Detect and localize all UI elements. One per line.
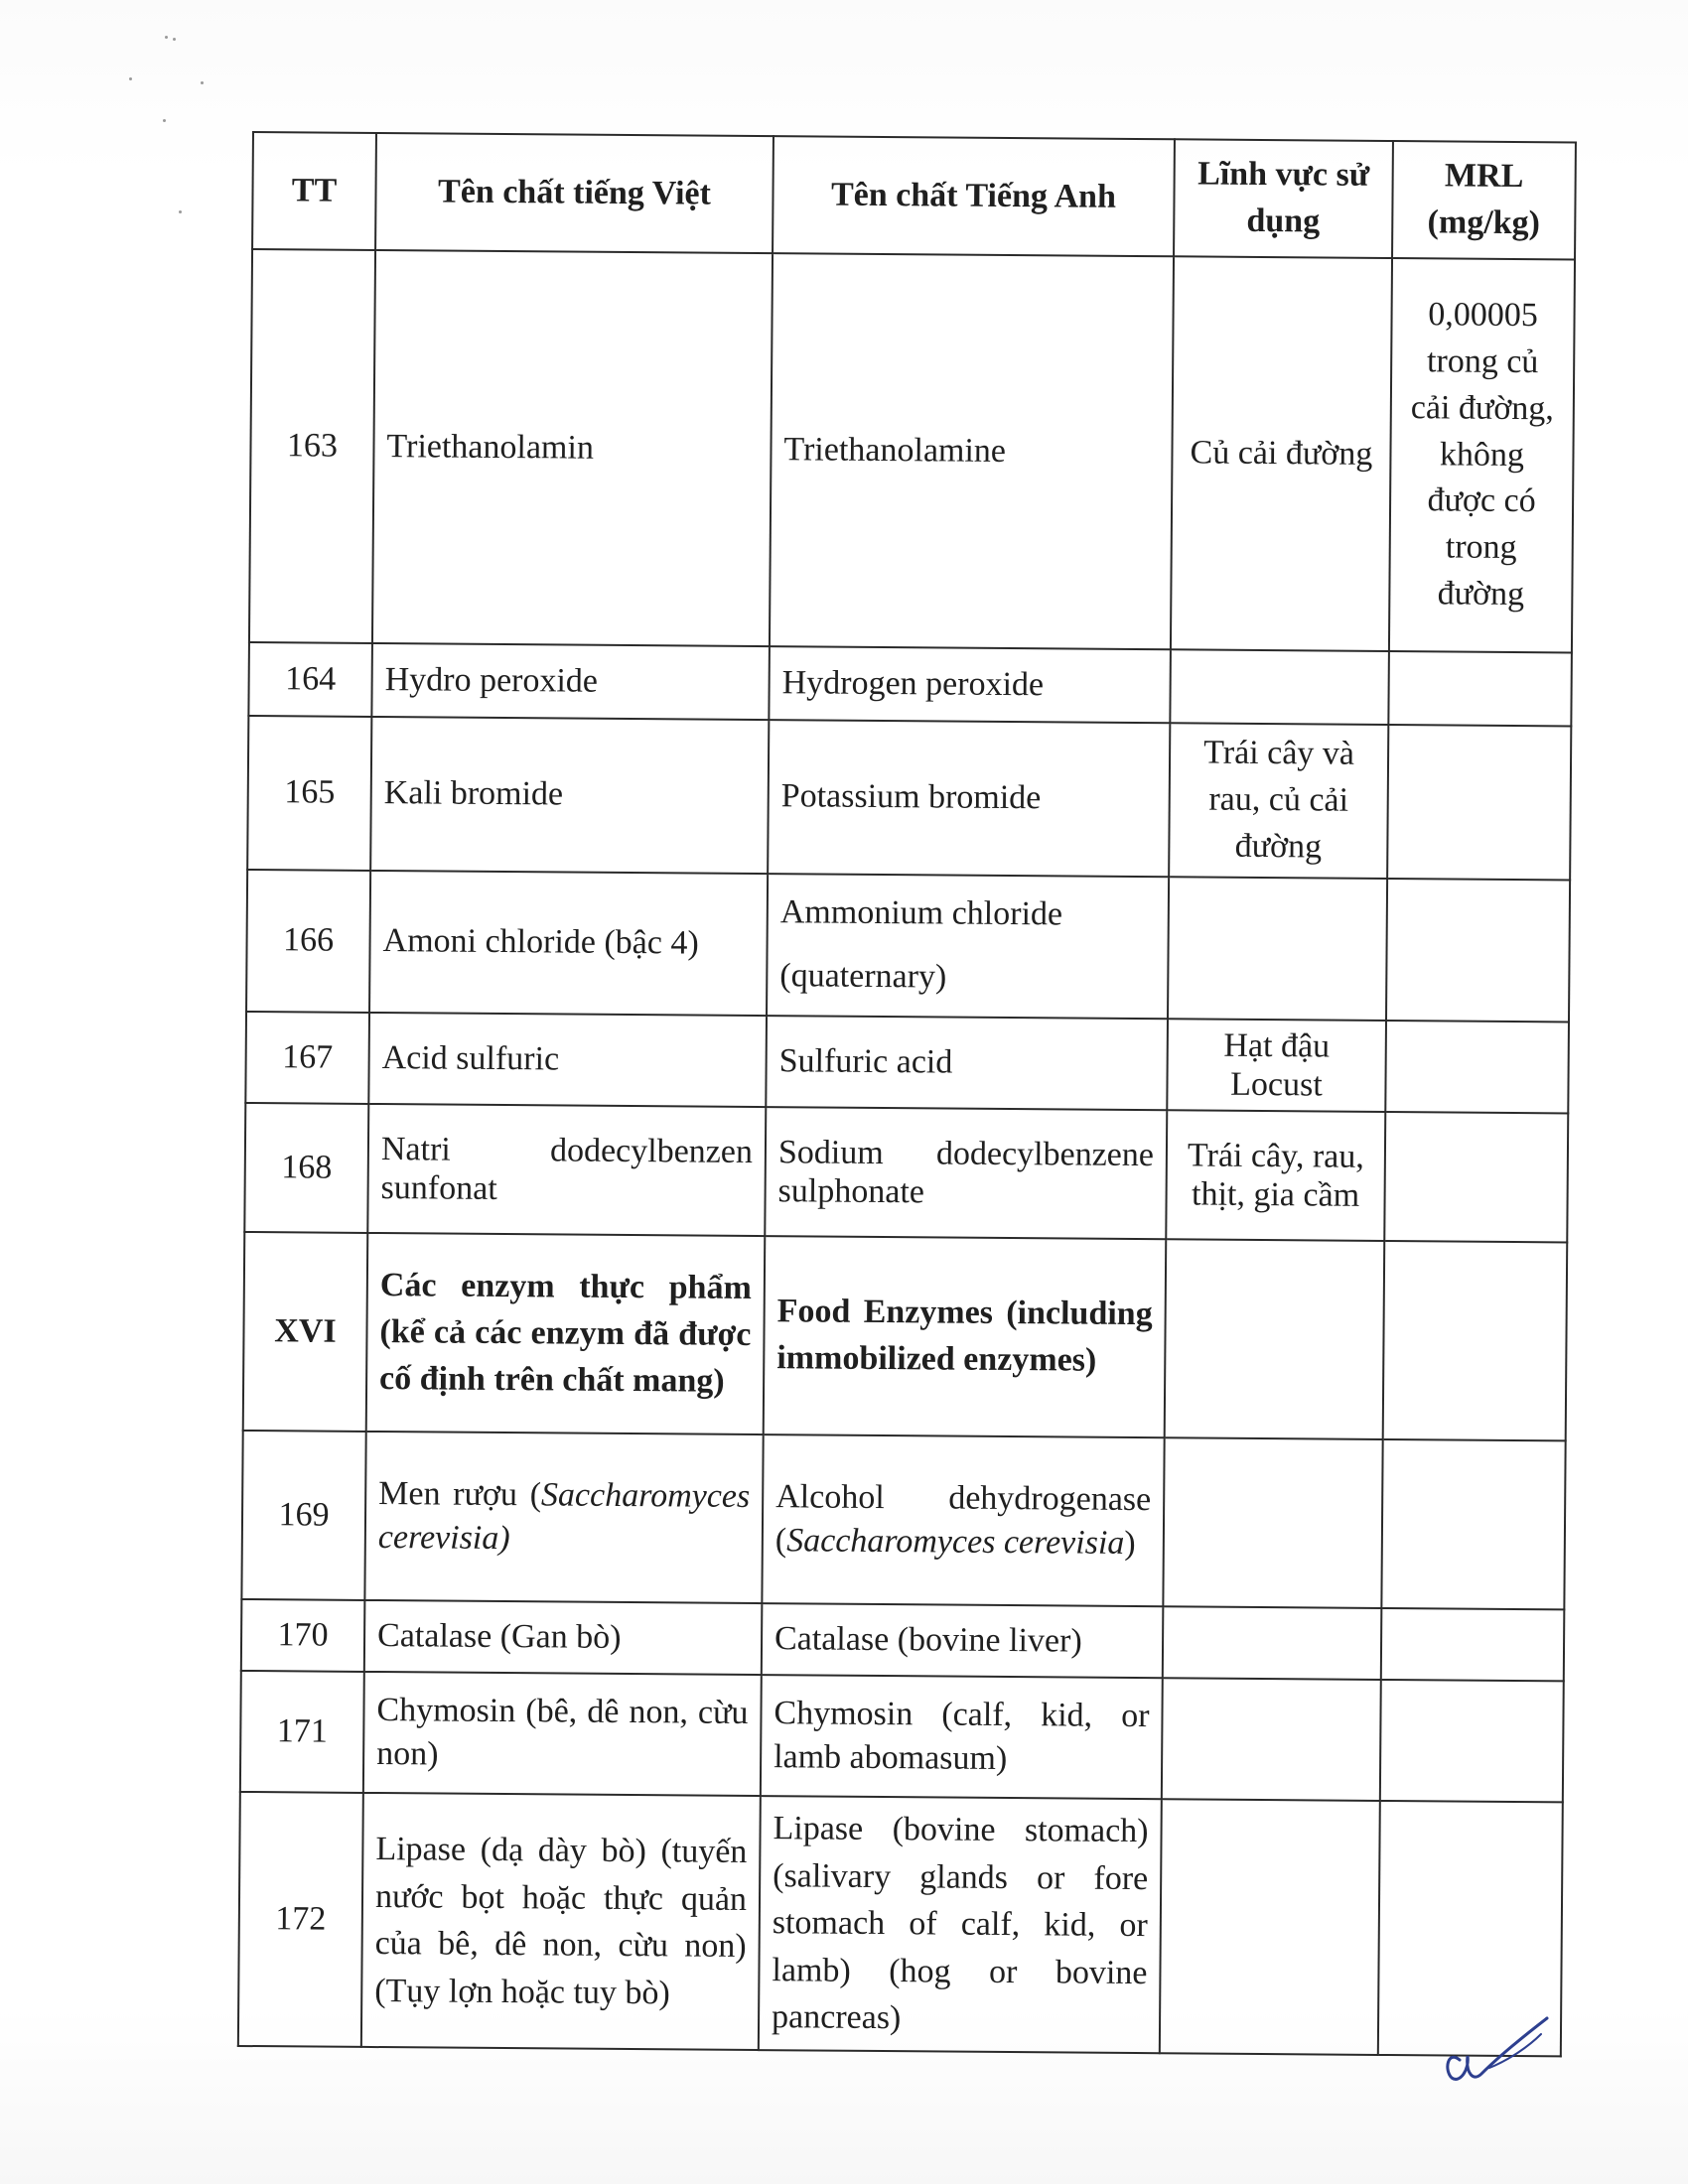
row-field-of-use: Trái cây và rau, củ cải đường (1169, 723, 1388, 878)
row-name-vi: Triethanolamin (372, 250, 773, 646)
name-en-close: ) (1124, 1525, 1136, 1563)
row-mrl: 0,00005 trong củ cải đường, không được có trong đường (1389, 258, 1575, 652)
row-tt: 168 (244, 1103, 368, 1233)
row-field-of-use: Trái cây, rau, thịt, gia cầm (1166, 1110, 1385, 1241)
row-tt: 165 (247, 716, 371, 871)
handwritten-signature (1430, 1990, 1559, 2090)
row-tt: 169 (241, 1431, 365, 1600)
row-name-en: Sulfuric acid (766, 1016, 1168, 1110)
table-row (241, 1599, 1565, 1681)
row-field-of-use (1163, 1437, 1382, 1608)
row-name-en: Chymosin (calf, kid, or lamb abomasum) (761, 1675, 1163, 1799)
row-field-of-use (1162, 1678, 1381, 1801)
row-name-en: Hydrogen peroxide (769, 646, 1171, 723)
row-name-vi: Catalase (Gan bò) (364, 1600, 763, 1675)
row-field-of-use (1165, 1239, 1385, 1439)
row-tt: 164 (248, 642, 372, 717)
header-name-en: Tên chất Tiếng Anh (773, 136, 1175, 256)
header-field-of-use: Lĩnh vực sử dụng (1174, 139, 1393, 258)
table-row (248, 642, 1572, 726)
row-field-of-use (1170, 649, 1389, 725)
table-row (245, 1012, 1569, 1114)
name-vi-text: Men rượu ( (378, 1474, 542, 1514)
row-tt: 163 (249, 249, 375, 643)
row-name-en: Triethanolamine (770, 253, 1174, 649)
row-name-vi (364, 1432, 763, 1603)
row-tt: 167 (245, 1012, 369, 1104)
row-name-en: Potassium bromide (768, 720, 1170, 877)
row-mrl (1383, 1241, 1568, 1440)
row-name-vi: Kali bromide (370, 717, 769, 874)
row-field-of-use: Củ cải đường (1171, 256, 1392, 651)
header-mrl: MRL (mg/kg) (1392, 141, 1576, 259)
table-row (246, 870, 1570, 1023)
row-name-en (762, 1434, 1164, 1606)
row-field-of-use: Hạt đậu Locust (1167, 1019, 1386, 1112)
scan-specks (99, 20, 238, 218)
row-field-of-use (1168, 877, 1387, 1021)
section-row (243, 1232, 1568, 1440)
table-row (247, 716, 1571, 880)
header-name-vi: Tên chất tiếng Việt (375, 133, 774, 253)
table-row (241, 1431, 1565, 1609)
row-tt: 171 (240, 1671, 364, 1793)
row-name-vi: Lipase (dạ dày bò) (tuyến nước bọt hoặc thực quản của bê, dê non, cừu non) (Tụy lợn hoặc tuy bò) (361, 1793, 761, 2050)
table-row (249, 249, 1575, 652)
row-mrl (1381, 1608, 1565, 1681)
row-mrl (1388, 651, 1572, 726)
row-name-vi: Amoni chloride (bậc 4) (369, 871, 768, 1016)
row-mrl (1384, 1112, 1568, 1242)
section-number: XVI (243, 1232, 368, 1432)
row-name-vi: Hydro peroxide (371, 643, 770, 720)
row-name-vi: Acid sulfuric (368, 1013, 767, 1107)
name-vi-species: Saccharomyces cerevisia) (377, 1476, 751, 1558)
section-title-en: Food Enzymes (including immobilized enzymes) (764, 1236, 1167, 1437)
name-en-species: Saccharomyces cerevisia (786, 1522, 1125, 1563)
table-header-row (252, 132, 1576, 259)
table-row (244, 1103, 1568, 1242)
row-mrl (1381, 1439, 1565, 1609)
table-row (238, 1792, 1563, 2056)
row-tt: 166 (246, 870, 370, 1013)
row-mrl (1380, 1680, 1564, 1802)
row-tt: 172 (238, 1792, 363, 2047)
row-field-of-use (1163, 1606, 1382, 1680)
row-name-en: Lipase (bovine stomach) (salivary glands or fore stomach of calf, kid, or lamb) (hog or bovine pancreas) (759, 1796, 1162, 2053)
row-field-of-use (1160, 1799, 1380, 2055)
section-title-vi: Các enzym thực phẩm (kể cả các enzym đã được cố định trên chất mang) (366, 1233, 766, 1434)
row-name-en: Ammonium chloride (quaternary) (767, 874, 1169, 1019)
row-mrl (1385, 1021, 1569, 1114)
table-row (240, 1671, 1564, 1802)
row-name-en: Sodium dodecylbenzene sulphonate (765, 1107, 1167, 1239)
row-name-vi: Chymosin (bê, dê non, cừu non) (363, 1672, 762, 1796)
row-name-vi: Natri dodecylbenzen sunfonat (367, 1104, 766, 1236)
substance-table (237, 131, 1577, 2058)
row-name-en: Catalase (bovine liver) (762, 1603, 1164, 1678)
row-tt: 170 (241, 1599, 365, 1672)
row-mrl (1387, 725, 1571, 880)
name-en-text: Alcohol dehydrogenase ( (774, 1478, 1152, 1560)
header-tt: TT (252, 132, 376, 250)
row-mrl (1386, 879, 1570, 1023)
